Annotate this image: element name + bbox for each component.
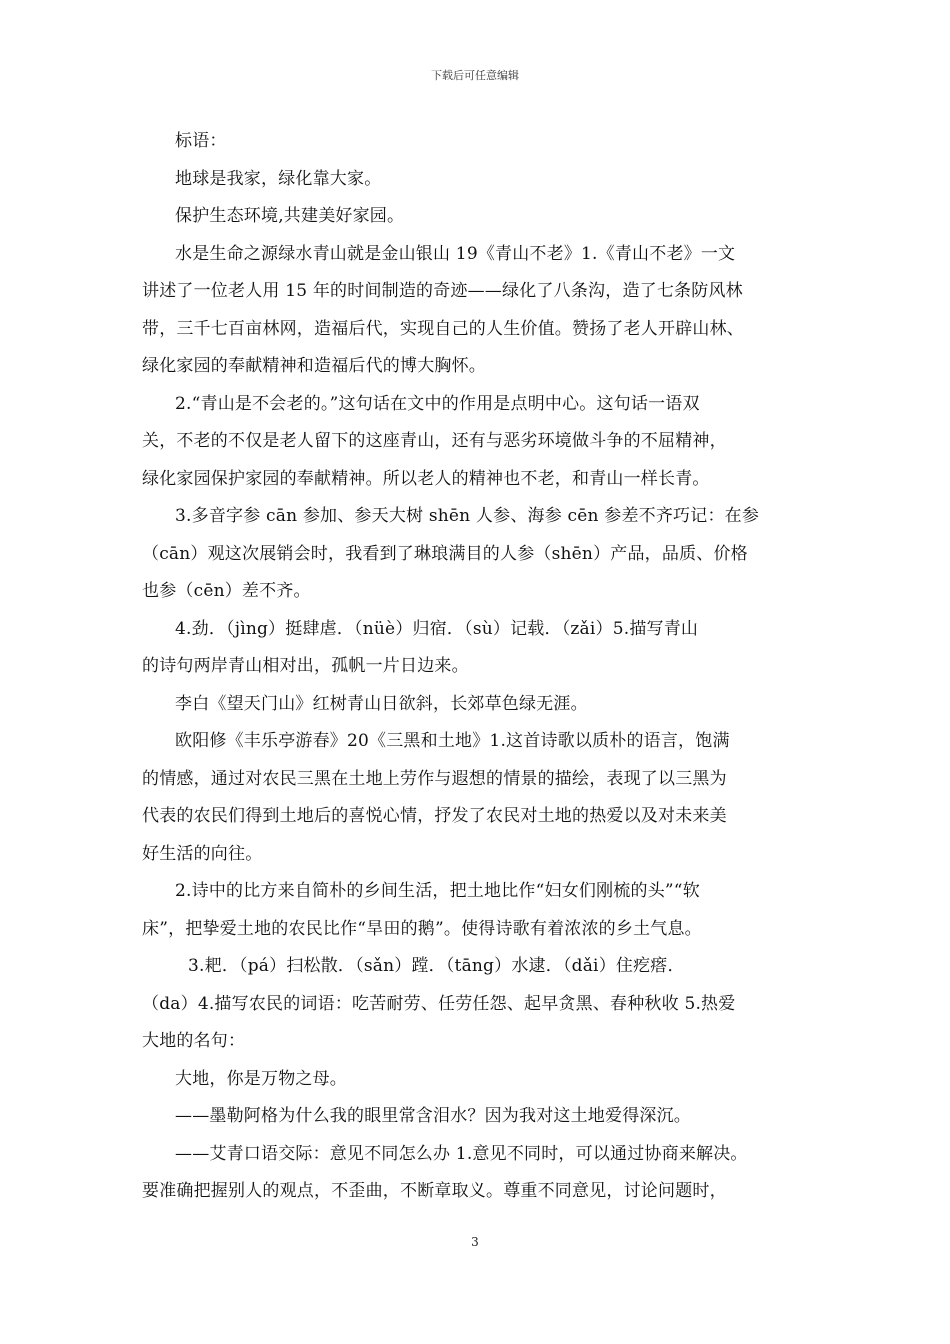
text-line: 大地的名句： [142,1031,246,1051]
text-line: 代表的农民们得到土地后的喜悦心情，抒发了农民对土地的热爱以及对未来美 [142,806,727,826]
text-line: 绿化家园保护家园的奉献精神。所以老人的精神也不老，和青山一样长青。 [142,468,710,489]
text-line: 3.耙．（pá）扫松散．（sǎn）蹚．（tāng）水逮．（dǎi）住疙瘩． [188,956,685,976]
text-line: 标语： [175,131,227,151]
text-line: 好生活的向往。 [142,843,263,864]
text-line: （da）4.描写农民的词语：吃苦耐劳、任劳任怨、起早贪黑、春种秋收 5.热爱 [142,993,736,1014]
text-line: 绿化家园的奉献精神和造福后代的博大胸怀。 [142,356,486,376]
text-line: 讲述了一位老人用 15 年的时间制造的奇迹——绿化了八条沟，造了七条防风林 [142,281,743,301]
text-line: 关，不老的不仅是老人留下的这座青山，还有与恶劣环境做斗争的不屈精神， [142,431,727,451]
text-line: 的诗句两岸青山相对出，孤帆一片日边来。 [142,656,469,676]
text-line: 水是生命之源绿水青山就是金山银山 19《青山不老》1.《青山不老》一文 [175,243,736,264]
page-number: 3 [471,1235,479,1249]
text-line: 要准确把握别人的观点，不歪曲，不断章取义。尊重不同意见，讨论问题时， [142,1181,727,1201]
text-line: 带，三千七百亩林网，造福后代，实现自己的人生价值。赞扬了老人开辟山林、 [142,318,744,339]
text-line: 欧阳修《丰乐亭游春》20《三黑和土地》1.这首诗歌以质朴的语言，饱满 [175,731,730,751]
text-line: 2.诗中的比方来自简朴的乡间生活，把土地比作“妇女们刚梳的头”“软 [175,881,700,901]
text-line: 也参（cēn）差不齐。 [142,581,311,601]
text-line: 2.“青山是不会老的。”这句话在文中的作用是点明中心。这句话一语双 [175,393,700,414]
text-line: 保护生态环境,共建美好家园。 [175,206,405,226]
text-line: 大地，你是万物之母。 [175,1068,347,1089]
text-line: 4.劲．（jìng）挺肆虐．（nüè）归宿．（sù）记载．（zǎi）5.描写青山 [175,618,699,639]
text-line: 床”，把挚爱土地的农民比作“旱田的鹅”。使得诗歌有着浓浓的乡土气息。 [142,918,702,939]
text-line: （cān）观这次展销会时，我看到了琳琅满目的人参（shēn）产品，品质、价格 [142,543,748,564]
text-line: 李白《望天门山》红树青山日欲斜，长郊草色绿无涯。 [175,693,588,714]
text-line: 的情感，通过对农民三黑在土地上劳作与遐想的情景的描绘，表现了以三黑为 [142,768,727,789]
text-line: ——墨勒阿格为什么我的眼里常含泪水？因为我对这土地爱得深沉。 [175,1106,691,1126]
page-header: 下载后可任意编辑 [431,69,519,82]
text-line: 3.多音字参 cān 参加、参天大树 shēn 人参、海参 cēn 参差不齐巧记：在参 [175,506,760,526]
text-line: ——艾青口语交际：意见不同怎么办 1.意见不同时，可以通过协商来解决。 [175,1143,748,1164]
text-line: 地球是我家，绿化靠大家。 [175,168,382,189]
document-body [142,123,812,1211]
